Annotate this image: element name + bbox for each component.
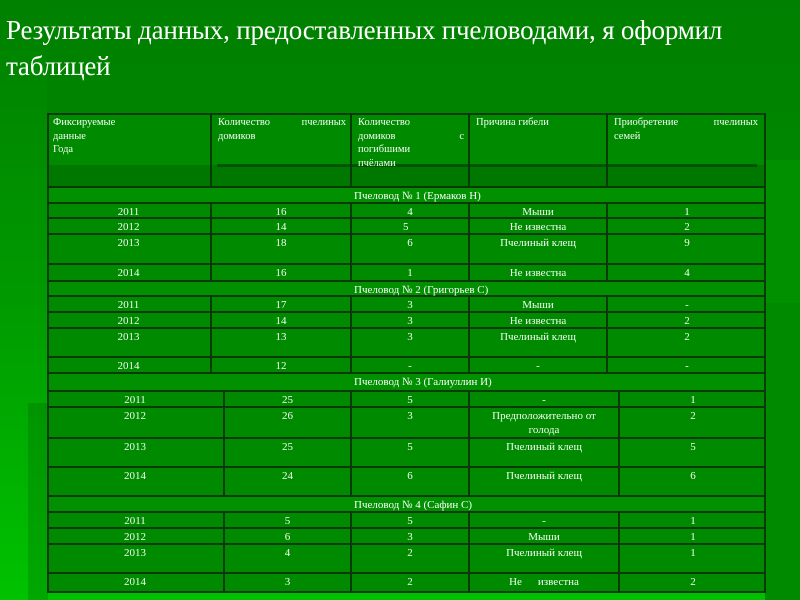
cell-hives: 25 xyxy=(225,439,352,466)
cell-dead: 3 xyxy=(352,329,470,356)
header-text: пчёлами xyxy=(358,157,396,169)
table-row xyxy=(47,313,766,329)
header-text: Года xyxy=(53,144,74,155)
header-text: домиков xyxy=(358,130,396,142)
cell-acquired: 2 xyxy=(690,576,696,588)
cell-year: 2011 xyxy=(47,204,212,217)
cell-hives: 14 xyxy=(212,313,352,327)
cell-dead: 5 xyxy=(352,219,470,233)
cell-dead: 5 xyxy=(352,439,470,466)
cell-dead: 4 xyxy=(352,204,470,217)
cell-year: 2011 xyxy=(47,392,225,406)
cell-cause: Пчелиный клещ xyxy=(470,235,608,263)
group-row-beekeeper-1 xyxy=(47,188,766,204)
table-row xyxy=(47,204,766,219)
cell-hives: 17 xyxy=(212,297,352,311)
cell-dead: 3 xyxy=(352,297,470,311)
cause-text: голода xyxy=(528,424,560,436)
cell-year: 2013 xyxy=(47,235,212,263)
cell-dead: 2 xyxy=(352,545,470,572)
cell-dead: 2 xyxy=(352,574,470,591)
table-header-row xyxy=(47,113,766,188)
group-row-beekeeper-2 xyxy=(47,282,766,297)
cell-cause: - xyxy=(470,513,620,527)
table-row xyxy=(47,574,766,593)
cell-hives: 16 xyxy=(212,265,352,280)
cell-dead: 3 xyxy=(352,313,470,327)
header-text: данные xyxy=(53,130,86,142)
group-row-beekeeper-4 xyxy=(47,497,766,513)
background-left-bar xyxy=(28,403,48,600)
cell-year: 2012 xyxy=(47,219,212,233)
cell-dead: 6 xyxy=(352,235,470,263)
cell-cause: Мыши xyxy=(470,297,608,311)
cell-cause: - xyxy=(470,358,608,372)
header-text: Причина гибели xyxy=(476,117,549,128)
cause-text: известна xyxy=(537,576,579,588)
cell-hives: 5 xyxy=(225,513,352,527)
cell-dead: 3 xyxy=(352,408,470,437)
cell-acquired: 4 xyxy=(684,267,690,279)
cell-hives: 16 xyxy=(212,204,352,217)
cell-acquired: 1 xyxy=(690,531,696,543)
table-row xyxy=(47,235,766,265)
cell-hives: 13 xyxy=(212,329,352,356)
cell-cause: Пчелиный клещ xyxy=(470,545,620,572)
cell-acquired: - xyxy=(685,299,689,311)
cell-hives: 12 xyxy=(212,358,352,372)
cell-hives: 26 xyxy=(225,408,352,437)
cell-hives: 3 xyxy=(225,574,352,591)
cell-acquired: 2 xyxy=(684,221,690,233)
cell-acquired: 2 xyxy=(690,410,696,422)
cell-hives: 14 xyxy=(212,219,352,233)
cell-year: 2013 xyxy=(47,545,225,572)
cell-dead: 3 xyxy=(352,529,470,543)
header-text: погибшими xyxy=(358,144,411,155)
cell-acquired: 2 xyxy=(684,315,690,327)
table-row xyxy=(47,329,766,358)
cell-year: 2011 xyxy=(47,513,225,527)
table-row xyxy=(47,297,766,313)
cell-cause: - xyxy=(470,392,620,406)
cell-acquired: - xyxy=(685,360,689,372)
cell-hives: 25 xyxy=(225,392,352,406)
cell-cause: Мыши xyxy=(470,204,608,217)
cell-year: 2012 xyxy=(47,529,225,543)
cell-cause: Пчелиный клещ xyxy=(470,439,620,466)
header-text: Фиксируемые xyxy=(53,117,116,128)
header-text: Количество xyxy=(358,117,411,128)
cell-year: 2014 xyxy=(47,468,225,495)
cause-text: Предположительно от xyxy=(492,410,596,422)
cell-cause: Не известна xyxy=(470,265,608,280)
header-col-acquired xyxy=(608,113,766,186)
cell-year: 2014 xyxy=(47,574,225,591)
cell-year: 2013 xyxy=(47,439,225,466)
cell-year: 2012 xyxy=(47,313,212,327)
table-row xyxy=(47,265,766,282)
cell-cause: Не известна xyxy=(470,219,608,233)
cell-hives: 18 xyxy=(212,235,352,263)
cell-acquired: 5 xyxy=(690,441,696,453)
cell-year: 2011 xyxy=(47,297,212,311)
cell-acquired: 6 xyxy=(690,470,696,482)
header-text: семей xyxy=(614,130,641,142)
slide-title: Результаты данных, предоставленных пчеловодами, я оформил таблицей xyxy=(6,15,723,81)
table-row xyxy=(47,513,766,529)
cell-cause: Не известна xyxy=(470,313,608,327)
header-text: пчелиных xyxy=(713,117,758,128)
cell-dead: 5 xyxy=(352,392,470,406)
group-row-beekeeper-3 xyxy=(47,374,766,392)
cell-dead: 6 xyxy=(352,468,470,495)
cell-acquired: 1 xyxy=(690,394,696,406)
cell-dead: 5 xyxy=(352,513,470,527)
cell-hives: 24 xyxy=(225,468,352,495)
header-text: Приобретение xyxy=(614,117,679,128)
table-row xyxy=(47,408,766,439)
background-right-panel xyxy=(765,160,800,303)
header-text: пчелиных xyxy=(301,117,346,128)
table-row xyxy=(47,529,766,545)
cell-acquired: 9 xyxy=(684,237,690,249)
cell-cause: Пчелиный клещ xyxy=(470,329,608,356)
header-text: с xyxy=(459,130,464,142)
table-row xyxy=(47,219,766,235)
cell-cause: Мыши xyxy=(470,529,620,543)
background-right-panel-lower xyxy=(765,303,800,600)
cause-text: Не xyxy=(509,576,522,588)
cell-acquired: 1 xyxy=(684,206,690,218)
table-row xyxy=(47,392,766,408)
header-text: домиков xyxy=(218,130,256,142)
cell-acquired: 1 xyxy=(690,515,696,527)
table-row xyxy=(47,468,766,497)
cell-year: 2014 xyxy=(47,358,212,372)
cell-year: 2014 xyxy=(47,265,212,280)
header-col-dead-hives xyxy=(352,113,470,186)
cell-dead: 1 xyxy=(352,265,470,280)
cell-dead: - xyxy=(352,358,470,372)
cell-hives: 4 xyxy=(225,545,352,572)
table-row xyxy=(47,545,766,574)
cell-acquired: 1 xyxy=(690,547,696,559)
header-col-hives xyxy=(212,113,352,186)
cell-year: 2013 xyxy=(47,329,212,356)
group-label: Пчеловод № 3 (Галиуллин И) xyxy=(354,376,492,388)
group-label: Пчеловод № 1 (Ермаков Н) xyxy=(354,190,481,202)
cell-cause xyxy=(470,574,620,591)
cell-year: 2012 xyxy=(47,408,225,437)
group-label: Пчеловод № 4 (Сафин С) xyxy=(354,499,473,511)
cell-hives: 6 xyxy=(225,529,352,543)
group-label: Пчеловод № 2 (Григорьев С) xyxy=(354,284,489,296)
cell-acquired: 2 xyxy=(684,331,690,343)
cell-cause: Пчелиный клещ xyxy=(470,468,620,495)
header-text: Количество xyxy=(218,117,271,128)
header-col-year xyxy=(47,113,212,186)
header-col-cause xyxy=(470,113,608,186)
table-row xyxy=(47,358,766,374)
cell-cause xyxy=(470,408,620,437)
table-row xyxy=(47,439,766,468)
